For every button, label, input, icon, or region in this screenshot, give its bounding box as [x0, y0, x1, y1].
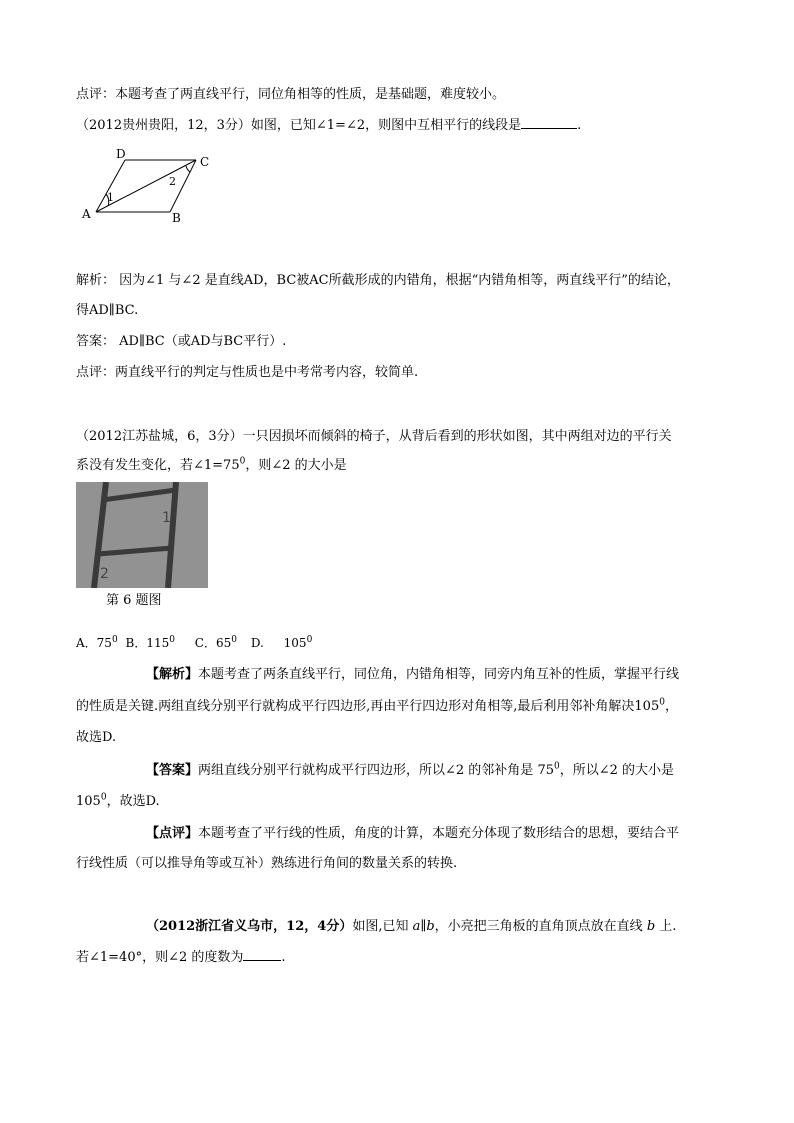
q2-analysis-line1: 解析： 因为∠1 与∠2 是直线AD，BC被AC所截形成的内错角，根据“内错角相等，两直线平行”的结论， — [76, 273, 680, 288]
q2-analysis-line2: 得AD∥BC. — [76, 303, 139, 318]
answer-blank — [521, 116, 577, 129]
q2-stem-text: （2012贵州贵阳，12，3分）如图，已知∠1=∠2，则图中互相平行的线段是 — [76, 118, 522, 133]
comment-tag: 【点评】 — [146, 826, 199, 841]
q4-stem-1e: 上. — [655, 919, 677, 934]
parallelogram-figure — [80, 146, 230, 226]
q4-stem-line1 — [146, 918, 676, 936]
analysis-tag: 【解析】 — [146, 667, 199, 682]
q3-analysis-line1 — [146, 666, 679, 684]
option-b: B．115 — [125, 636, 170, 650]
option-c: C．65 — [194, 636, 232, 650]
option-a: A．75 — [76, 636, 112, 650]
q3-answer-2b: ，故选D. — [106, 794, 160, 809]
q3-stem-2b: ，则∠2 的大小是 — [245, 458, 347, 473]
q4-stem-1a: 如图,已知 — [352, 919, 413, 934]
q4-source: （2012浙江省义乌市，12，4分） — [146, 919, 353, 934]
option-a-degree: 0 — [111, 635, 118, 645]
q3-options — [76, 634, 312, 652]
q2-stem — [76, 116, 581, 135]
q4-stem-line2 — [76, 948, 286, 967]
degree-mark: 0 — [239, 456, 246, 467]
option-b-degree: 0 — [169, 635, 175, 645]
q3-analysis-line2 — [76, 698, 678, 716]
label-a: A — [82, 207, 91, 221]
q3-answer-1a: 两组直线分别平行就构成平行四边形，所以∠2 的邻补角是 75 — [198, 763, 554, 778]
photo-label-1: 1 — [162, 510, 171, 526]
photo-label-2: 2 — [100, 566, 109, 582]
q3-answer-line1 — [146, 762, 674, 780]
label-angle-1: 1 — [107, 191, 114, 204]
q3-answer-1b: ，所以∠2 的大小是 — [559, 763, 675, 778]
q3-analysis-2a: 的性质是关键.两组直线分别平行就构成平行四边形,再由平行四边形对角相等,最后利用邻补角解决105 — [76, 699, 660, 714]
label-c: C — [200, 155, 210, 169]
q3-answer-line2 — [76, 793, 160, 811]
answer-blank — [243, 948, 281, 961]
q3-answer-2a: 105 — [76, 794, 101, 809]
q1-comment: 点评：本题考查了两直线平行，同位角相等的性质，是基础题，难度较小。 — [76, 87, 506, 102]
q3-stem-line1: （2012江苏盐城，6，3分）一只因损坏而倾斜的椅子，从背后看到的形状如图，其中两组对边的平行关 — [76, 429, 672, 444]
q3-comment-1: 本题考查了平行线的性质，角度的计算，本题充分体现了数形结合的思想，要结合平 — [198, 826, 680, 841]
degree-mark: 0 — [100, 792, 107, 803]
chair-photo-drawing — [76, 482, 208, 588]
label-d: D — [116, 147, 126, 161]
q4-stem-1b: a∥b — [412, 919, 435, 934]
chair-photo — [76, 482, 208, 588]
option-d: D. — [250, 636, 264, 650]
option-d-value: 105 — [283, 636, 307, 650]
option-d-degree: 0 — [306, 635, 313, 645]
q3-comment-line2: 行线性质（可以推导角等或互补）熟练进行角间的数量关系的转换. — [76, 856, 458, 871]
degree-mark: 0 — [659, 697, 665, 708]
q2-answer: 答案： AD∥BC（或AD与BC平行）. — [76, 334, 287, 349]
label-angle-2: 2 — [169, 175, 176, 188]
q4-stem-1c: ，小亮把三角板的直角顶点放在直线 — [434, 919, 647, 934]
q2-comment: 点评：两直线平行的判定与性质也是中考常考内容，较简单. — [76, 365, 419, 380]
q3-comment-line1 — [146, 825, 679, 843]
photo-caption: 第 6 题图 — [106, 593, 162, 608]
q4-stem-2: 若∠1=40°，则∠2 的度数为 — [76, 950, 244, 965]
q4-stem-2-end: . — [281, 950, 286, 965]
q4-stem-1d: b — [646, 919, 656, 934]
angle-2-arc — [186, 166, 190, 172]
answer-tag: 【答案】 — [146, 763, 199, 778]
q2-stem-end: . — [577, 118, 582, 133]
q3-analysis-line3: 故选D. — [76, 730, 117, 745]
option-c-degree: 0 — [231, 635, 237, 645]
q3-analysis-2b: ， — [664, 699, 678, 714]
q3-stem-line2 — [76, 457, 347, 475]
q3-analysis-1: 本题考查了两条直线平行，同位角，内错角相等，同旁内角互补的性质，掌握平行线 — [198, 667, 680, 682]
degree-mark: 0 — [554, 761, 560, 772]
label-b: B — [172, 211, 181, 225]
q3-stem-2a: 系没有发生变化，若∠1=75 — [76, 458, 240, 473]
